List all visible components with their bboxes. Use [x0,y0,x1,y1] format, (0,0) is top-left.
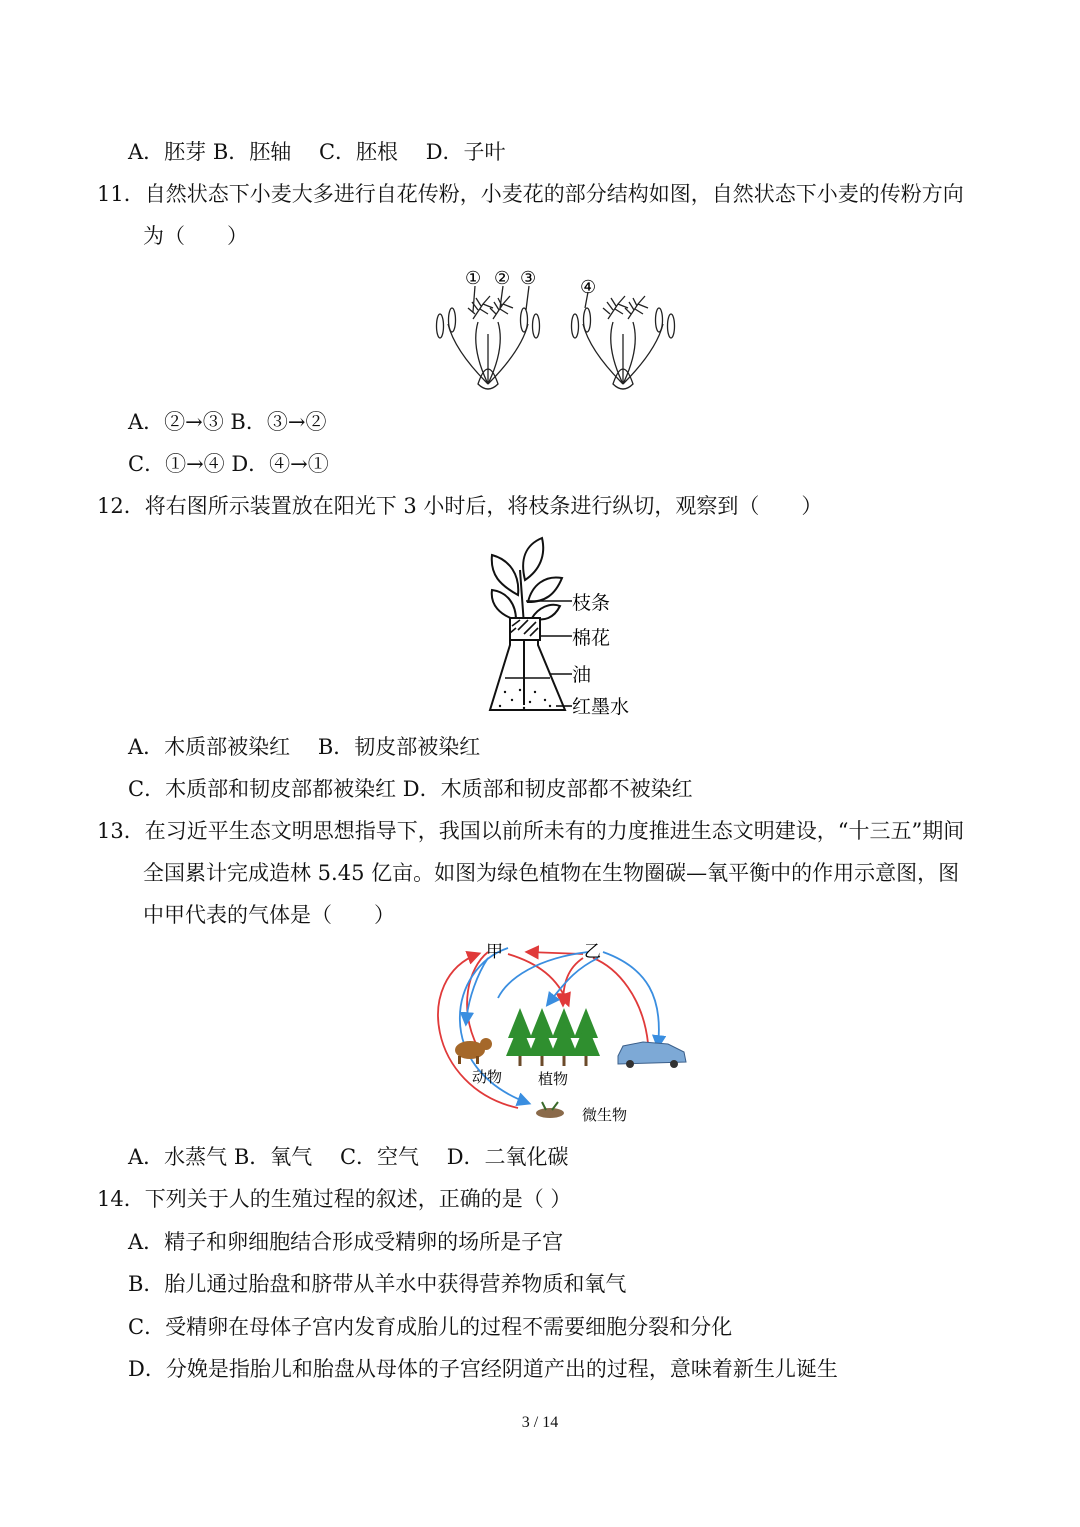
stem-dye-figure [480,530,650,720]
label-animal: 动物 [472,1068,503,1086]
q13-stem-line2: 全国累计完成造林 5.45 亿亩。如图为绿色植物在生物圈碳—氧平衡中的作用示意图，图 [143,861,960,885]
label-branch: 枝条 [572,592,611,614]
q11-stem-line2: 为（ ） [143,224,248,248]
plants-icon [506,1008,600,1066]
animal-icon [455,1038,492,1064]
q11-options-line1: A．②→③ B．③→② [128,410,327,434]
label-3: ③ [520,268,537,289]
q12-options-line1: A．木质部被染红 B．韧皮部被染红 [128,735,481,759]
q14-option-a: A．精子和卵细胞结合形成受精卵的场所是子宫 [128,1230,564,1254]
microbe-icon [536,1102,564,1118]
leaf-icon [492,555,519,595]
q11-stem-line1: 11．自然状态下小麦大多进行自花传粉，小麦花的部分结构如图，自然状态下小麦的传粉方向 [97,182,964,206]
page-number: 3 / 14 [521,1414,559,1431]
label-plant: 植物 [538,1070,569,1088]
q14-option-b: B．胎儿通过胎盘和脐带从羊水中获得营养物质和氧气 [128,1272,627,1296]
label-oil: 油 [572,664,592,686]
q13-stem-line1: 13．在习近平生态文明思想指导下，我国以前所未有的力度推进生态文明建设，“十三五”期间 [97,819,965,843]
label-microbe: 微生物 [582,1106,628,1124]
q11-options-line2: C．①→④ D．④→① [128,452,329,476]
label-yi: 乙 [584,942,601,962]
label-4: ④ [580,277,597,298]
label-cotton: 棉花 [572,627,611,649]
q12-stem: 12．将右图所示装置放在阳光下 3 小时后，将枝条进行纵切，观察到（ ） [97,494,823,518]
label-jia: 甲 [486,942,503,962]
q10-options: A．胚芽 B．胚轴 C．胚根 D．子叶 [128,140,506,164]
car-icon [618,1042,686,1068]
wheat-flower-figure [428,264,688,394]
q14-stem: 14．下列关于人的生殖过程的叙述，正确的是（ ） [97,1187,572,1211]
label-red-ink: 红墨水 [572,696,630,718]
q14-option-c: C．受精卵在母体子宫内发育成胎儿的过程不需要细胞分裂和分化 [128,1315,733,1339]
q13-options: A．水蒸气 B．氧气 C．空气 D．二氧化碳 [128,1145,569,1169]
q14-option-d: D．分娩是指胎儿和胎盘从母体的子宫经阴道产出的过程，意味着新生儿诞生 [128,1357,838,1381]
label-2: ② [494,268,511,289]
wheat-flower-left [437,286,540,389]
q12-options-line2: C．木质部和韧皮部都被染红 D．木质部和韧皮部都不被染红 [128,777,693,801]
label-1: ① [465,268,482,289]
wheat-flower-right [572,292,675,389]
q13-stem-line3: 中甲代表的气体是（ ） [143,903,395,927]
carbon-oxygen-cycle-figure [418,938,698,1128]
